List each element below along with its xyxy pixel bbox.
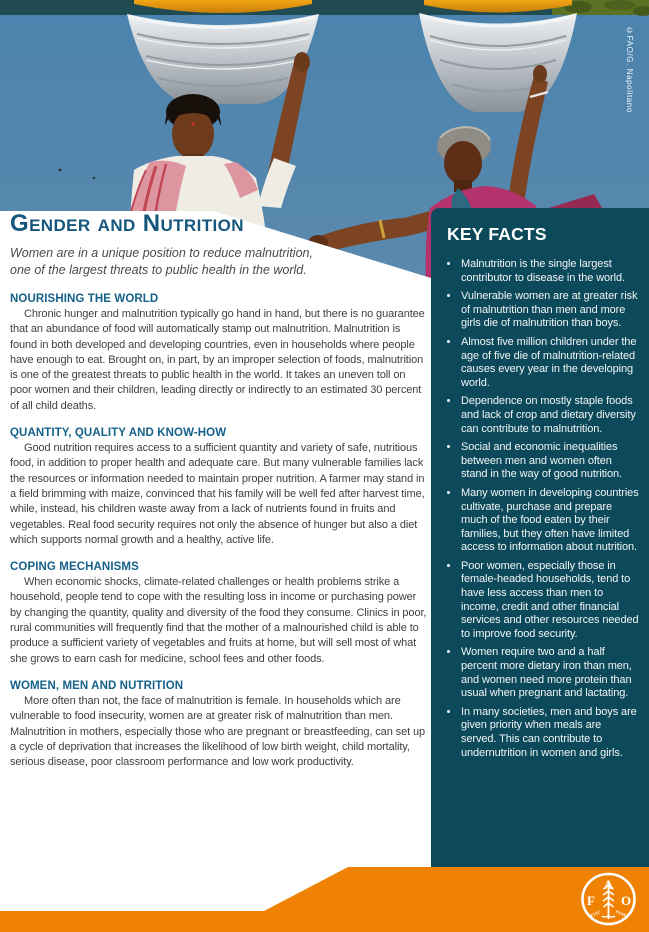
key-fact: • Almost five million children under the age of five die of malnutrition-related causes every year in the developing world. [460,336,639,390]
key-facts-panel [431,208,649,867]
section-nourishing-the-world [10,293,429,414]
key-fact: • Malnutrition is the single largest contributor to disease in the world. [460,258,639,285]
title-block [10,211,350,279]
key-fact: • Social and economic inequalities between men and women often stand in the way of good nutrition. [460,441,639,482]
section-heading: WOMEN, MEN AND NUTRITION [10,679,184,692]
key-fact: • Dependence on mostly staple foods and lack of crop and dietary diversity can contribute to malnutrition. [460,395,639,436]
key-fact: • In many societies, men and boys are given priority when meals are served. This can contribute to undernutrition in women and girls. [460,706,639,760]
section-heading: COPING MECHANISMS [10,561,139,574]
key-fact: • Women require two and a half percent more dietary iron than men, and women need more protein than usual when pregnant and lactating. [460,646,639,700]
section-quantity-quality-know-how [10,427,429,548]
logo-letter-o: O [620,893,632,908]
logo-letter-a: A [603,877,614,892]
section-heading: QUANTITY, QUALITY AND KNOW-HOW [10,427,227,440]
section-body: Good nutrition requires access to a sufficient quantity and variety of safe, nutritious food, in addition to proper health and adequate care. But many vulnerable families lack the resources or information needed to maintain proper nutrition. A farmer may stand in a field brimming with maize, convinced that his family will be well fed after harvest time, while, instead, his children waste away from a lack of nutrients found in fruits and vegetables. Real food security requires not only the absence of hunger but also a diet which supports normal growth and a healthy, active life. [10,442,425,546]
key-facts-title: KEY FACTS [447,224,547,244]
key-fact: • Many women in developing countries cultivate, purchase and prepare much of the food eaten by their families, but they often have limited access to information about nutrition. [460,487,639,555]
section-body: Chronic hunger and malnutrition typically go hand in hand, but there is no guarantee that an abundance of food will automatically stamp out malnutrition. Malnutrition is found in both developed and developing countries, even in households where people have enough to eat. Brought on, in part, by an improper selection of foods, malnutrition is one of the greatest threats to public health in the world. It takes an uneven toll on poor women and their children, leading directly or indirectly to an estimated 30 percent of all child deaths. [10,308,425,412]
logo-motto-left: FIAT [589,909,601,918]
logo-motto-right: PANIS [614,908,629,919]
section-heading: NOURISHING THE WORLD [10,293,159,305]
key-fact: • Vulnerable women are at greater risk of malnutrition than men and more girls die of malnutrition than boys. [460,290,639,331]
key-facts-list [447,258,639,760]
logo-letter-f: F [587,893,595,908]
section-body: When economic shocks, climate-related challenges or health problems strike a household, people tend to cope with the resulting loss in income or purchasing power by changing the quantity, quality and diversity of the food they consume. Clinics in poor, rural communities will frequently find that the mother of a malnourished child is able to produce a sufficient variety of vegetables and fruits at home, but will sell most of what she grows to earn cash for medicine, school fees and other foods. [10,576,427,665]
section-coping-mechanisms [10,561,429,667]
fao-logo [580,872,637,927]
page-subtitle-line2: one of the largest threats to public health in the world. [10,263,307,277]
page-title: Gender and Nutrition [10,210,244,237]
page-subtitle-line1: Women are in a unique position to reduce malnutrition, [10,246,313,260]
section-body: More often than not, the face of malnutrition is female. In households which are vulnerable to food insecurity, women are at greater risk of malnutrition than men. Malnutrition in mothers, especially those who are pregnant or breastfeeding, can set up a cycle of deprivation that increases the likelihood of low birth weight, child mortality, serious disease, poor classroom performance and low work productivity. [10,694,426,769]
section-women-men-nutrition [10,680,429,770]
key-fact: • Poor women, especially those in female-headed households, tend to have less access than men to income, credit and other financial services and other resources needed to improve food security. [460,560,639,642]
article-column [10,293,429,783]
photo-credit: ©FAO/G. Napolitano [625,26,634,113]
